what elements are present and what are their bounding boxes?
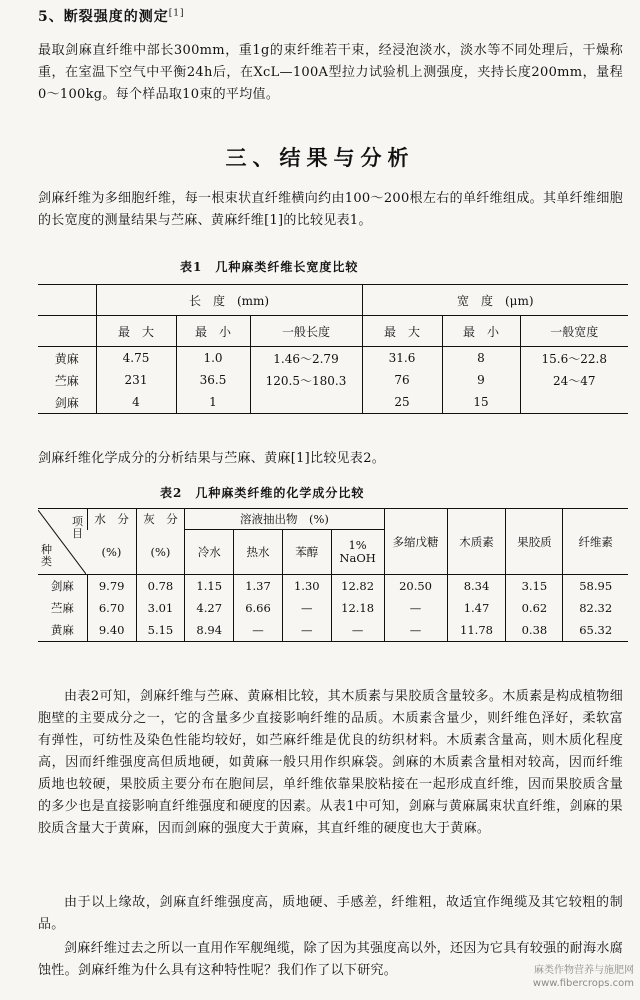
table2-caption: 表2 几种麻类纤维的化学成分比较 — [160, 486, 365, 500]
table-cell: 9 — [442, 369, 520, 391]
table-cell: 24～47 — [520, 369, 628, 391]
paragraph-conclusion: 由于以上缘故，剑麻直纤维强度高，质地硬、手感差，纤维粗，故适宜作绳缆及其它较粗的制品。 — [38, 895, 623, 932]
table-cell: 1.46～2.79 — [250, 347, 362, 370]
table-cell: — — [282, 597, 331, 619]
row-label: 苎麻 — [50, 601, 74, 615]
table-cell: 8.34 — [447, 575, 506, 598]
table-cell: 9.79 — [87, 575, 136, 598]
table1-width-header: 宽 度 (μm) — [362, 285, 628, 316]
cellulose-header: 纤维素 — [563, 509, 628, 575]
watermark — [533, 964, 634, 990]
ash-unit: (%) — [136, 530, 185, 575]
table-cell: — — [384, 597, 447, 619]
table1-length-header: 长 度 (mm) — [96, 285, 362, 316]
paragraph-analysis: 由表2可知，剑麻纤维与苎麻、黄麻相比较，其木质素与果胶质含量较多。木质素是构成植物细胞壁的主要成分之一，它的含量多少直接影响纤维的品质。木质素含量少，则纤维色泽好，柔软富有弹性，可纺性及染色性能均较好，如苎麻纤维是优良的纺织材料。木质素含量高，则木质化程度高，因而纤维强度高但质地硬，如黄麻一般只用作织麻袋。剑麻的木质素含量相对较高，因而纤维质地也较硬，果胶质主要分布在胞间层，单纤维依靠果胶粘接在一起形成直纤维，因而果胶质含量的多少也是直接影响直纤维强度和硬度的因素。从表1中可知，剑麻与黄麻属束状直纤维，剑麻的果胶质含量大于黄麻，因而剑麻的强度大于黄麻，其直纤维的硬度也大于黄麻。 — [38, 689, 623, 836]
section-5-ref: [1] — [168, 8, 185, 19]
ash-header: 灰 分 — [136, 509, 185, 530]
table-cell: 12.18 — [331, 597, 384, 619]
table-row — [38, 619, 628, 642]
table-row — [38, 391, 628, 414]
table-cell: 6.66 — [234, 597, 283, 619]
corner-category-label: 种 类 — [41, 542, 52, 568]
section-3-heading: 三、结果与分析 — [225, 145, 415, 170]
table-cell: 5.15 — [136, 619, 185, 642]
row-label: 剑麻 — [50, 579, 74, 593]
table-cell: 6.70 — [87, 597, 136, 619]
paragraph-seawater: 剑麻纤维过去之所以一直用作军舰绳缆，除了因为其强度高以外，还因为它具有较强的耐海水腐蚀性。剑麻纤维为什么具有这种特性呢？我们作了以下研究。 — [38, 941, 623, 978]
table-cell: 4.75 — [96, 347, 176, 370]
table-cell: 15.6～22.8 — [520, 347, 628, 370]
table-cell: 1.47 — [447, 597, 506, 619]
table1-subheader: 最 小 — [442, 316, 520, 347]
table-cell: — — [331, 619, 384, 642]
corner-item-label: 项 目 — [72, 514, 83, 540]
polysaccharide-header: 多缩戊糖 — [384, 509, 447, 575]
moisture-header: 水 分 — [87, 509, 136, 530]
table-cell: — — [234, 619, 283, 642]
row-label: 苎麻 — [54, 373, 79, 388]
row-label: 黄麻 — [54, 351, 79, 366]
table-cell: 15 — [442, 391, 520, 414]
section-5-title: 5、断裂强度的测定 — [38, 9, 169, 25]
table-cell — [250, 391, 362, 414]
table-cell: 1.0 — [176, 347, 250, 370]
table-cell: 4.27 — [185, 597, 234, 619]
table-cell: 1.37 — [234, 575, 283, 598]
table-cell: 120.5～180.3 — [250, 369, 362, 391]
table-cell: 231 — [96, 369, 176, 391]
table-cell: 1.30 — [282, 575, 331, 598]
table1-subheader: 一般宽度 — [520, 316, 628, 347]
table-cell: 25 — [362, 391, 442, 414]
table-row — [38, 369, 628, 391]
pectin-header: 果胶质 — [506, 509, 563, 575]
extract-subheader: 苯醇 — [282, 530, 331, 575]
paragraph-chemical-intro: 剑麻纤维化学成分的分析结果与苎麻、黄麻[1]比较见表2。 — [38, 451, 386, 466]
table1-subheader: 最 小 — [176, 316, 250, 347]
lignin-header: 木质素 — [447, 509, 506, 575]
table-cell: 0.62 — [506, 597, 563, 619]
extract-subheader: 冷水 — [185, 530, 234, 575]
table-cell: 0.78 — [136, 575, 185, 598]
table-cell: — — [282, 619, 331, 642]
table-row — [38, 597, 628, 619]
table2-corner — [38, 509, 87, 575]
table-cell: 3.15 — [506, 575, 563, 598]
moisture-unit: (%) — [87, 530, 136, 575]
row-label: 剑麻 — [54, 395, 79, 410]
paragraph-fiber-structure: 剑麻纤维为多细胞纤维，每一根束状直纤维横向约由100～200根左右的单纤维组成。其单纤维细胞的长宽度的测量结果与苎麻、黄麻纤维[1]的比较见表1。 — [38, 191, 623, 228]
table-cell: 0.38 — [506, 619, 563, 642]
table-cell: 31.6 — [362, 347, 442, 370]
table-cell: 58.95 — [563, 575, 628, 598]
extract-subheader: 热水 — [234, 530, 283, 575]
table-cell: 1.15 — [185, 575, 234, 598]
table-cell: 20.50 — [384, 575, 447, 598]
table-cell: 8.94 — [185, 619, 234, 642]
table-cell: 4 — [96, 391, 176, 414]
paragraph-method: 最取剑麻直纤维中部长300mm，重1g的束纤维若干束，经浸泡淡水，淡水等不同处理后，干燥称重，在室温下空气中平衡24h后，在XcL—100A型拉力试验机上测强度，夹持长度200mm，量程0～100kg。每个样品取10束的平均值。 — [38, 43, 623, 102]
row-label: 黄麻 — [50, 623, 74, 637]
extract-subheader: 1% NaOH — [331, 530, 384, 575]
table-cell: 82.32 — [563, 597, 628, 619]
table-cell: 76 — [362, 369, 442, 391]
table1-subheader: 最 大 — [96, 316, 176, 347]
table-cell: 9.40 — [87, 619, 136, 642]
watermark-line2: www.fibercrops.com — [532, 978, 634, 989]
table-cell: 3.01 — [136, 597, 185, 619]
table-cell: 12.82 — [331, 575, 384, 598]
table-cell: 65.32 — [563, 619, 628, 642]
table-row — [38, 575, 628, 598]
table1-subheader: 最 大 — [362, 316, 442, 347]
table-cell — [520, 391, 628, 414]
table1-subheader: 一般长度 — [250, 316, 362, 347]
table-cell: — — [384, 619, 447, 642]
extract-header: 溶液抽出物 (%) — [185, 509, 384, 530]
table1 — [38, 284, 628, 414]
table2 — [38, 508, 628, 642]
section-5-heading — [38, 6, 185, 26]
watermark-line1: 麻类作物营养与施肥网 — [534, 965, 634, 976]
table-cell: 11.78 — [447, 619, 506, 642]
table1-caption: 表1 几种麻类纤维长宽度比较 — [180, 260, 359, 274]
table-cell: 36.5 — [176, 369, 250, 391]
table-row — [38, 347, 628, 370]
table-cell: 1 — [176, 391, 250, 414]
table-cell: 8 — [442, 347, 520, 370]
